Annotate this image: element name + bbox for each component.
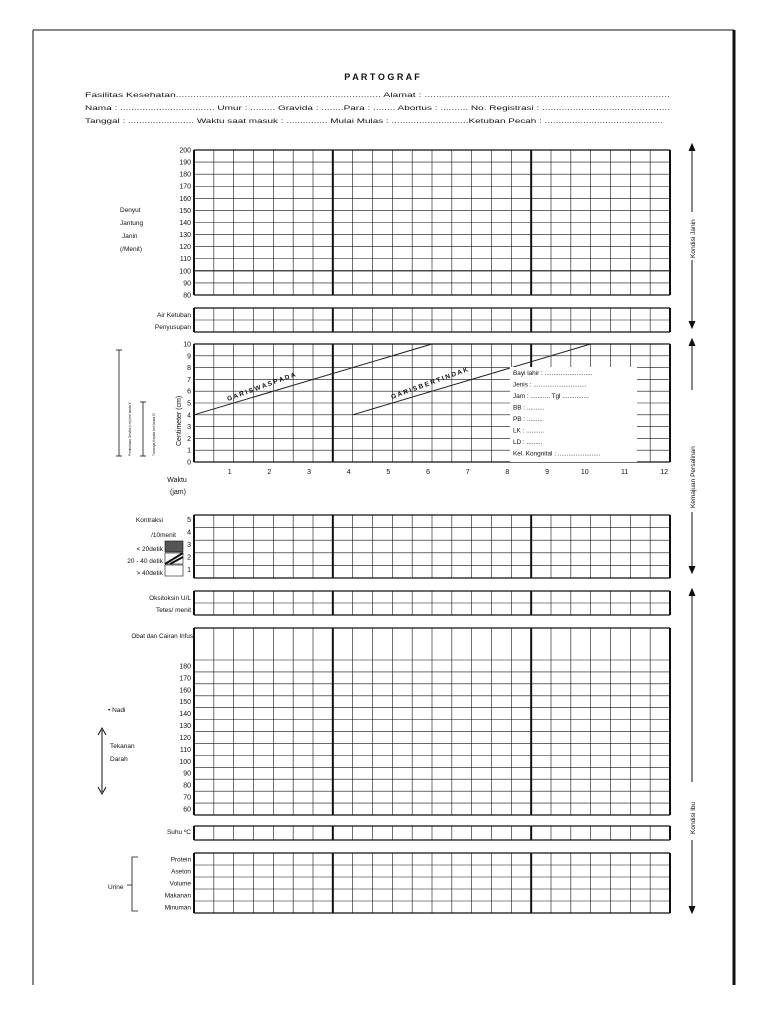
scale-tick-label: 140 (179, 711, 191, 719)
urine-label: Urine (108, 884, 124, 891)
contractions-section (127, 515, 670, 578)
fetal-heart-rate-label: Denyut Jantung Janin (/Menit) (120, 207, 144, 253)
legend-over-40: > 40detik (136, 570, 163, 577)
scale-tick-label: 100 (179, 268, 191, 276)
dilation-bracket (116, 350, 132, 456)
legend-dots-swatch (165, 541, 183, 552)
urine-grid (194, 853, 670, 913)
scale-tick-label: 8 (187, 365, 191, 373)
cervix-axis-label: Centimeter (cm) (176, 395, 183, 446)
legend-solid-swatch (165, 565, 183, 576)
scale-tick-label: 140 (179, 219, 191, 227)
urine-bracket (127, 857, 138, 911)
scale-tick-label: 5 (187, 516, 191, 524)
blood-pressure-label-2: Darah (110, 756, 128, 763)
birth-info-line: LD : ......... (513, 439, 543, 446)
urine-row-label: Aseton (171, 868, 191, 876)
birth-info-box (510, 367, 637, 462)
hour-label: 9 (545, 469, 549, 476)
contractions-grid (194, 515, 670, 578)
header-line-1: Fasilitas Kesehatan....................................................................... Alamat : ..................................................................................... (85, 92, 671, 99)
scale-tick-label: 90 (183, 280, 191, 288)
contractions-legend (127, 541, 183, 577)
hour-label: 2 (267, 469, 272, 476)
scale-tick-label: 120 (179, 734, 191, 742)
scale-tick-label: 80 (183, 292, 191, 300)
drugs-vitals-section (98, 628, 670, 815)
hour-label: 3 (307, 469, 311, 476)
scale-tick-label: 1 (187, 447, 191, 455)
scale-tick-label: 2 (187, 435, 191, 443)
scale-tick-label: 180 (179, 663, 191, 671)
urine-row-labels (165, 856, 192, 911)
scale-tick-label: 110 (179, 256, 191, 264)
fetal-heart-rate-grid (194, 150, 670, 295)
scale-tick-label: 130 (179, 723, 191, 731)
birth-info-line: Jenis : .............................. (513, 381, 587, 389)
vitals-scale (179, 663, 191, 813)
scale-tick-label: 70 (183, 794, 191, 802)
scale-tick-label: 60 (183, 806, 191, 814)
dilation-bracket-label: Pembukaan Serviks (cm) beri tanda X (128, 402, 132, 456)
cervical-dilation-scale (183, 341, 191, 466)
scale-tick-label: 150 (179, 699, 191, 707)
descent-bracket (140, 402, 156, 456)
oxytocin-label: Oksitoksin U/L (149, 595, 191, 602)
oxytocin-grid (194, 591, 670, 615)
scale-tick-label: 170 (179, 183, 191, 191)
drugs-vitals-grid (194, 628, 670, 815)
header-line-3: Tanggal : ........................ Waktu saat masuk : ............... Mulai Mulas : ............................Ketuban Pecah : ........................................... (85, 118, 664, 125)
oxytocin-section (149, 591, 670, 615)
scale-tick-label: 130 (179, 232, 191, 240)
scale-tick-label: 0 (187, 459, 191, 467)
alert-line-label: G A R I S W A S P A D A (226, 371, 297, 403)
scale-tick-label: 4 (187, 412, 191, 420)
action-line-label: G A R I S B E R T I N D A K (390, 366, 470, 401)
scale-tick-label: 200 (179, 147, 191, 155)
scale-tick-label: 1 (187, 567, 191, 575)
scale-tick-label: 190 (179, 159, 191, 167)
birth-info-line: Bayi lahir : ........................... (513, 370, 593, 377)
header-line-2: Nama : .................................. Umur : ......... Gravida : ........Para : ........ Abortus : .......... No. Registrasi : .............................................. (85, 105, 671, 112)
hour-label: 8 (505, 469, 510, 476)
urine-section (108, 853, 670, 913)
scale-tick-label: 4 (187, 529, 191, 537)
drugs-label: Obat dan Cairan Infus (131, 633, 193, 640)
scale-tick-label: 160 (179, 687, 191, 695)
birth-info-line: PB : ......... (513, 416, 543, 423)
pulse-label: • Nadi (108, 707, 126, 714)
birth-info-line: LK : .......... (513, 427, 544, 435)
scale-tick-label: 90 (183, 770, 191, 778)
hour-label: 1 (227, 469, 232, 476)
blood-pressure-label-1: Tekanan (110, 743, 135, 750)
scale-tick-label: 3 (187, 541, 191, 549)
contractions-label: Kontraksi (135, 517, 163, 524)
legend-20-40: 20 - 40 detik (127, 558, 163, 565)
birth-info-line: BB : .......... (513, 404, 545, 412)
hour-label: 5 (386, 469, 391, 476)
side-label-fetal (689, 144, 697, 328)
blood-pressure-arrow-icon (98, 728, 106, 794)
scale-tick-label: 160 (179, 195, 191, 203)
drip-label: Tetes/ menit (155, 607, 191, 614)
urine-row-label: Protein (170, 856, 191, 864)
scale-tick-label: 120 (179, 244, 191, 252)
fetal-heart-rate-section (120, 147, 670, 299)
document-title: P A R T O G R A F (344, 72, 420, 82)
hour-label: 11 (621, 469, 629, 476)
amniotic-grid (194, 308, 670, 332)
urine-row-label: Volume (169, 880, 191, 888)
urine-row-label: Minuman (164, 904, 191, 912)
hour-label: 7 (465, 469, 470, 476)
amniotic-section (155, 308, 670, 332)
scale-tick-label: 3 (187, 424, 191, 432)
side-label-fetal-text: Kondisi Janin (690, 219, 697, 258)
scale-tick-label: 150 (179, 207, 191, 215)
moulding-label: Penyusupan (154, 324, 191, 331)
scale-tick-label: 2 (187, 554, 191, 562)
scale-tick-label: 180 (179, 171, 191, 179)
page-frame (33, 30, 734, 985)
hour-label: 12 (660, 469, 668, 476)
amniotic-label: Air Ketuban (157, 312, 191, 319)
side-label-labor (689, 339, 697, 573)
scale-tick-label: 5 (187, 400, 191, 408)
scale-tick-label: 100 (179, 758, 191, 766)
contractions-scale (187, 517, 191, 574)
scale-tick-label: 6 (187, 388, 191, 396)
hour-label: 6 (426, 469, 430, 476)
scale-tick-label: 9 (187, 353, 191, 361)
hour-labels (228, 469, 668, 476)
scale-tick-label: 80 (183, 782, 191, 790)
side-label-mother-text: Kondisi Ibu (690, 801, 697, 834)
cervical-dilation-section (116, 341, 670, 496)
birth-info-line: Kel. Kongnital : ........................ (513, 450, 601, 458)
legend-under-20: < 20detik (136, 546, 163, 553)
side-label-mother (689, 589, 697, 913)
hour-label: 4 (346, 469, 351, 476)
side-label-labor-text: Kemajuan Persalinan (690, 446, 697, 508)
fetal-heart-rate-scale (179, 147, 191, 299)
scale-tick-label: 110 (179, 746, 191, 754)
urine-row-label: Makanan (164, 892, 191, 900)
contractions-sublabel: /10menit (151, 532, 176, 539)
scale-tick-label: 170 (179, 675, 191, 683)
temperature-grid (194, 826, 670, 840)
time-label: Waktu (jam) (167, 477, 187, 496)
temperature-label: Suhu ºC (166, 829, 191, 836)
descent-bracket-label: Turunnya Kepala beri tanda O (152, 413, 156, 456)
header (85, 72, 670, 125)
hour-label: 10 (580, 469, 589, 476)
temperature-section (167, 826, 670, 840)
birth-info-line: Jam : ........... Tgl ............... (513, 393, 589, 400)
scale-tick-label: 10 (183, 341, 191, 349)
scale-tick-label: 7 (187, 376, 191, 384)
